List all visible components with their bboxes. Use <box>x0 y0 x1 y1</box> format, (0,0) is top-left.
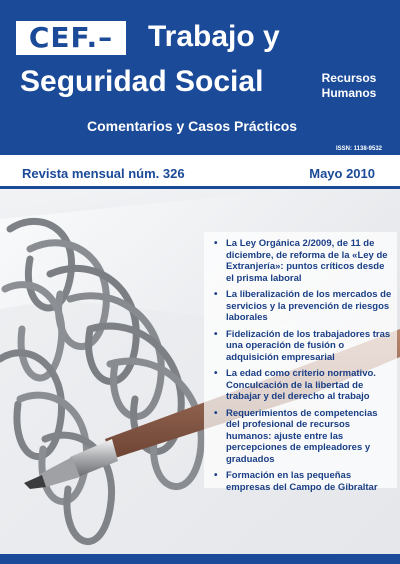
contents-list <box>204 232 397 493</box>
contents-item[interactable] <box>214 329 393 364</box>
subject-area <box>310 71 388 101</box>
cef-logo <box>16 21 126 55</box>
contents-item-text: La liberalización de los mercados de servicios y la prevención de riesgos laborales <box>226 289 392 323</box>
contents-item-text: Requerimientos de competencias del profesional de recursos humanos: ajuste entre las percepciones de empleadores y graduados <box>226 407 378 465</box>
bullet-icon: • <box>214 470 218 481</box>
contents-item-text: Fidelización de los trabajadores tras una operación de fusión o adquisición empresarial <box>226 328 391 363</box>
bullet-icon: • <box>214 407 218 419</box>
contents-item-text: La Ley Orgánica 2/2009, de 11 de diciembre, de reforma de la «Ley de Extranjería»: puntos críticos desde el prisma laboral <box>226 238 388 284</box>
contents-item[interactable] <box>214 368 393 403</box>
contents-item[interactable] <box>214 238 393 284</box>
journal-title-line-1: Trabajo y <box>148 20 280 53</box>
issn-number: ISSN: 1138-9532 <box>335 146 382 152</box>
bullet-icon: • <box>214 328 218 340</box>
journal-subtitle: Comentarios y Casos Prácticos <box>87 118 298 134</box>
contents-item-text: Formación en las pequeñas empresas del Campo de Gibraltar <box>226 470 378 493</box>
subject-area-line-1: Recursos <box>321 71 377 85</box>
subject-area-line-2: Humanos <box>321 86 377 100</box>
bullet-icon: • <box>214 368 218 379</box>
contents-item[interactable] <box>214 408 393 466</box>
cef-logo-text: CEF.– <box>28 21 114 54</box>
journal-title-line-2: Seguridad Social <box>20 65 264 98</box>
table-of-contents <box>204 232 397 493</box>
issue-date: Mayo 2010 <box>309 166 375 181</box>
cover-header <box>0 0 400 155</box>
bullet-icon: • <box>214 238 218 249</box>
issue-number: Revista mensual núm. 326 <box>22 166 185 181</box>
contents-item-text: La edad como criterio normativo. Conculcación de la libertad de trabajar y del derecho al trabajo <box>226 368 376 402</box>
contents-item[interactable] <box>214 289 393 324</box>
contents-item[interactable] <box>214 470 393 493</box>
footer-bar <box>0 554 400 564</box>
bullet-icon: • <box>214 289 218 300</box>
